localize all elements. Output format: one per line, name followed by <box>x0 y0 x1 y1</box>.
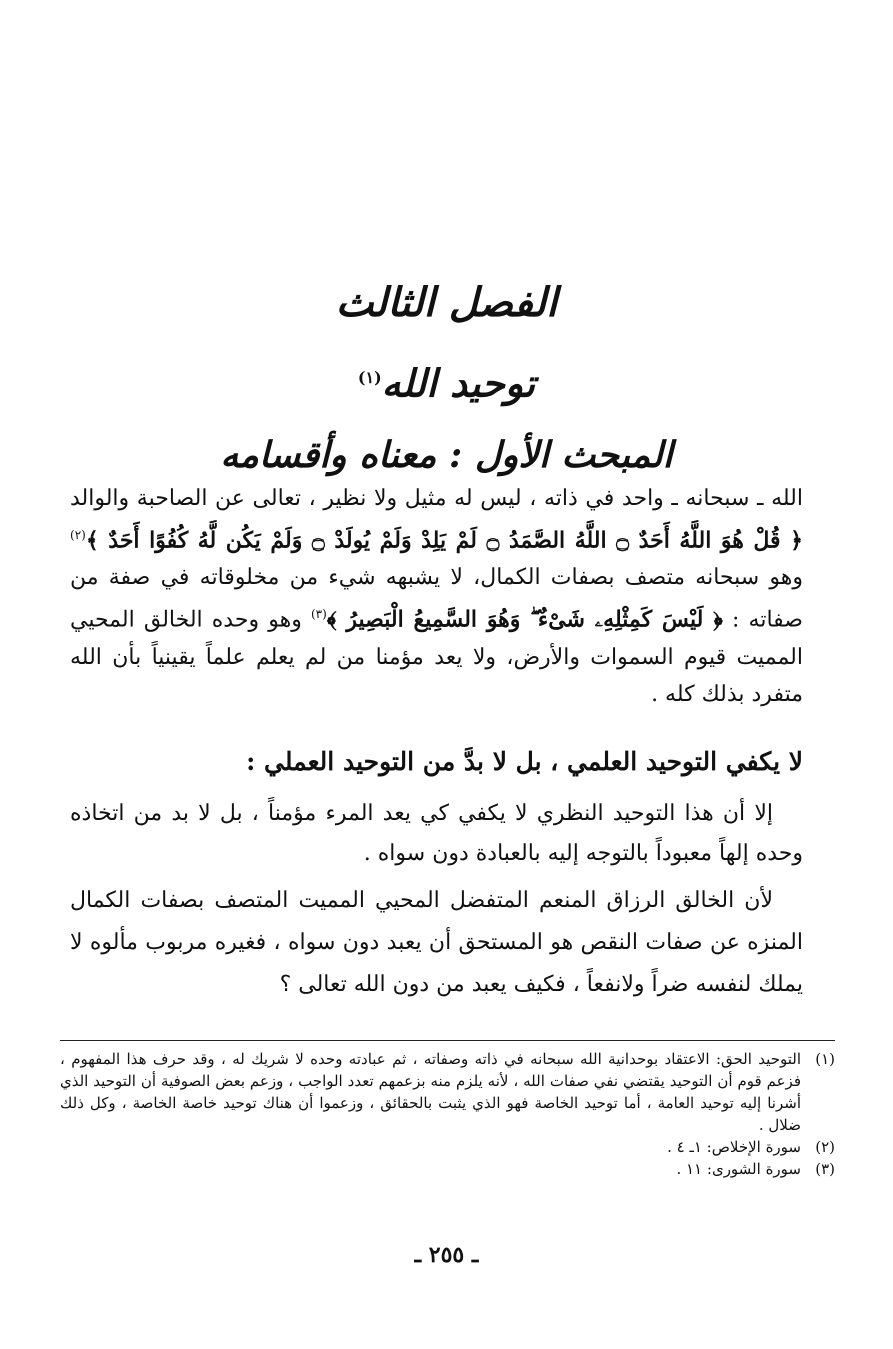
body-paragraph-2: لأن الخالق الرزاق المنعم المتفضل المحيي المميت المتصف بصفات الكمال المنزه عن صفات النقص هو المستحق أن يعبد دون سواه ، فغيره مربوب مألوه لا يملك لنفسه ضراً ولانفعاً ، فكيف يعبد من دون الله تعالى ؟ <box>70 888 803 997</box>
subheading: لا يكفي التوحيد العلمي ، بل لا بدَّ من التوحيد العملي : <box>246 747 803 776</box>
footnote-ref-1: (١) <box>357 368 382 387</box>
footnote-item <box>60 1136 835 1158</box>
section-title: المبحث الأول : معناه وأقسامه <box>220 434 673 476</box>
footnote-text: سورة الشورى: ١١ . <box>676 1160 801 1178</box>
footnotes-list <box>60 1048 835 1180</box>
footnote-text: التوحيد الحق: الاعتقاد بوحدانية الله سبحانه في ذاته وصفاته ، ثم عبادته وحده لا شريك له ، وقد حرف هذا المفهوم ، فزعم قوم أن التوحيد يقتضي نفي صفات الله ، لأنه يلزم منه بزعمهم تعدد الواجب ، وزعم بعض الصوفية أن التوحيد الذي أشرنا إليه توحيد العامة ، أما توحيد الخاصة فهو الذي يثبت بالحقائق ، وزعموا أن هناك توحيد خاصة الخاصة ، وكل ذلك ضلال . <box>60 1050 801 1134</box>
footnote-number: (٣) <box>815 1160 835 1178</box>
quran-verse-ikhlas: ﴿ قُلْ هُوَ اللَّهُ أَحَدٌ ۝ اللَّهُ الصَّمَدُ ۝ لَمْ يَلِدْ وَلَمْ يُولَدْ ۝ وَلَمْ يَكُن لَّهُ كُفُوًا أَحَدٌ ﴾ <box>85 527 804 554</box>
intro-text-3: وهو وحده الخالق المحيي المميت قيوم السموات والأرض، ولا يعد مؤمنا من لم يعلم علماً يقينياً بأن الله متفرد بذلك كله . <box>70 607 803 707</box>
footnote-ref-3: (٣) <box>310 607 327 622</box>
chapter-subtitle <box>0 352 893 410</box>
intro-text-1: الله ـ سبحانه ـ واحد في ذاته ، ليس له مثيل ولا نظير ، تعالى عن الصاحبة والوالد <box>70 486 803 511</box>
page-number: ـ ٢٥٥ ـ <box>414 1242 479 1268</box>
footnote-item <box>60 1048 835 1136</box>
intro-paragraph <box>70 480 803 713</box>
footnote-ref-2: (٢) <box>70 528 86 542</box>
footnote-number: (٢) <box>815 1138 835 1156</box>
body-paragraph-1: إلا أن هذا التوحيد النظري لا يكفي كي يعد المرء مؤمناً ، بل لا بد من اتخاذه وحده إلهاً معبوداً بالتوجه إليه بالعبادة دون سواه . <box>70 801 803 866</box>
chapter-title: الفصل الثالث <box>335 279 558 326</box>
footnote-number: (١) <box>815 1050 835 1068</box>
chapter-subtitle-text: توحيد الله <box>381 360 536 406</box>
quran-verse-shura: ﴿ لَيْسَ كَمِثْلِهِۦ شَىْءٌ ۖ وَهُوَ السَّمِيعُ الْبَصِيرُ ﴾ <box>326 606 723 633</box>
footnote-text: سورة الإخلاص: ١ـ ٤ . <box>667 1138 801 1156</box>
intro-text-2: وهو سبحانه متصف بصفات الكمال، لا يشبهه شيء من مخلوقاته في صفة من صفاته : <box>70 565 803 633</box>
footnote-divider <box>60 1040 835 1041</box>
footnote-item <box>60 1158 835 1180</box>
